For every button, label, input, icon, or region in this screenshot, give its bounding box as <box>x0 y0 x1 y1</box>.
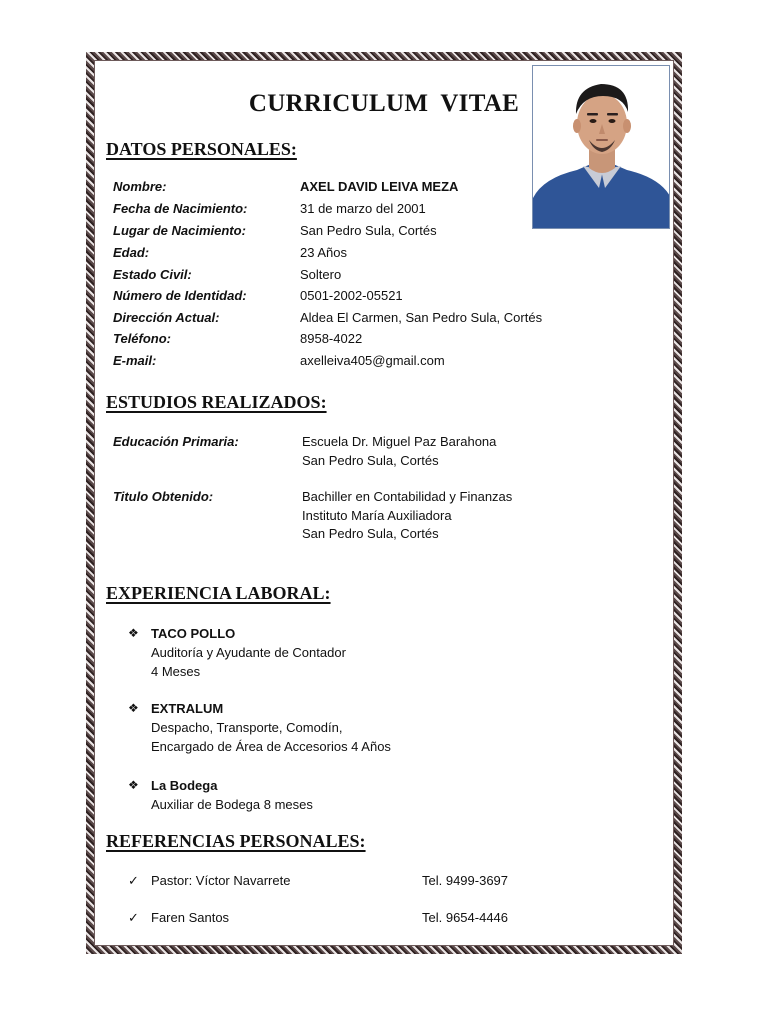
field-label: Lugar de Nacimiento: <box>113 223 246 238</box>
section-heading-experience: EXPERIENCIA LABORAL: <box>106 583 331 603</box>
check-mark-icon: ✓ <box>128 873 139 888</box>
diamond-bullet-icon: ❖ <box>128 701 139 715</box>
study-line: Bachiller en Contabilidad y Finanzas <box>302 489 513 504</box>
field-value: San Pedro Sula, Cortés <box>300 223 437 238</box>
field-label: Estado Civil: <box>113 267 192 282</box>
field-label: Dirección Actual: <box>113 310 220 325</box>
diamond-bullet-icon: ❖ <box>128 626 139 640</box>
field-value: 23 Años <box>300 245 347 260</box>
check-mark-icon: ✓ <box>128 910 139 925</box>
field-label: Fecha de Nacimiento: <box>113 201 248 216</box>
field-value: 8958-4022 <box>300 331 363 346</box>
section-heading-studies: ESTUDIOS REALIZADOS: <box>106 392 327 412</box>
field-label: Número de Identidad: <box>113 288 247 303</box>
field-value: 31 de marzo del 2001 <box>300 201 426 216</box>
study-line: San Pedro Sula, Cortés <box>302 452 439 468</box>
reference-name: Faren Santos <box>151 910 230 925</box>
job-line: Auditoría y Ayudante de Contador <box>151 645 346 660</box>
reference-name: Pastor: Víctor Navarrete <box>151 873 291 888</box>
study-label: Educación Primaria: <box>113 434 239 449</box>
job-line: Auxiliar de Bodega 8 meses <box>151 797 313 812</box>
diamond-bullet-icon: ❖ <box>128 778 139 792</box>
job-line: Despacho, Transporte, Comodín, <box>151 720 343 735</box>
section-heading-references: REFERENCIAS PERSONALES: <box>106 831 366 851</box>
job-line: Encargado de Área de Accesorios 4 Años <box>151 739 391 754</box>
field-label: Teléfono: <box>113 331 172 346</box>
field-label: E-mail: <box>113 353 157 368</box>
job-employer: La Bodega <box>151 778 218 793</box>
study-line: Escuela Dr. Miguel Paz Barahona <box>302 434 497 449</box>
job-employer: TACO POLLO <box>151 626 236 641</box>
field-value: Soltero <box>300 267 342 282</box>
field-label: Edad: <box>113 245 150 260</box>
field-value: AXEL DAVID LEIVA MEZA <box>300 179 459 194</box>
study-label: Titulo Obtenido: <box>113 489 214 504</box>
reference-phone: Tel. 9654-4446 <box>422 910 509 925</box>
field-value: Aldea El Carmen, San Pedro Sula, Cortés <box>300 310 543 325</box>
field-value: 0501-2002-05521 <box>300 288 403 303</box>
page-title: CURRICULUM VITAE <box>248 90 520 117</box>
job-line: 4 Meses <box>151 664 201 679</box>
job-employer: EXTRALUM <box>151 701 224 716</box>
study-line: San Pedro Sula, Cortés <box>302 526 439 541</box>
study-line: Instituto María Auxiliadora <box>302 507 452 523</box>
field-label: Nombre: <box>113 179 167 194</box>
profile-photo <box>532 65 670 229</box>
reference-phone: Tel. 9499-3697 <box>422 873 509 888</box>
section-heading-personal: DATOS PERSONALES: <box>106 139 297 159</box>
field-value: axelleiva405@gmail.com <box>300 353 445 368</box>
